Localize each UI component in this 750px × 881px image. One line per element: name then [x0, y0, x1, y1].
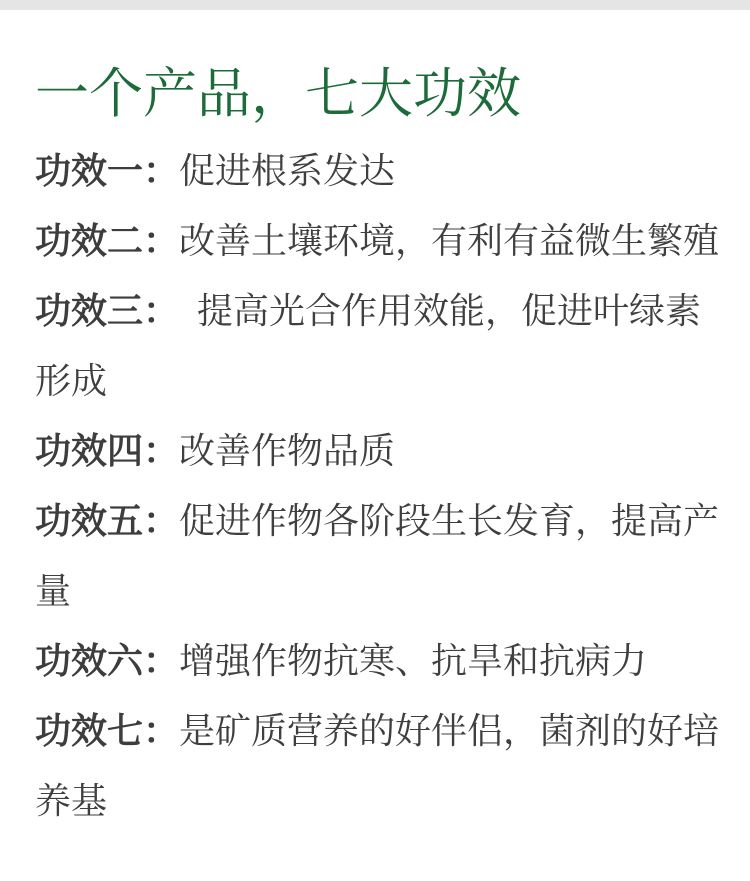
effect-item-2 — [35, 206, 735, 276]
effect-text: 促进作物各阶段生长发育，提高产量 — [35, 500, 720, 611]
effect-item-3 — [35, 276, 735, 416]
effect-text: 增强作物抗寒、抗旱和抗病力 — [179, 640, 648, 681]
effect-text: 促进根系发达 — [179, 150, 396, 191]
effect-text: 提高光合作用效能，促进叶绿素形成 — [35, 290, 702, 401]
effect-text: 改善作物品质 — [179, 430, 396, 471]
effect-text: 改善土壤环境，有利有益微生繁殖 — [179, 220, 720, 261]
top-divider-bar — [0, 0, 750, 10]
effect-item-4 — [35, 416, 735, 486]
effect-label: 功效四： — [35, 430, 180, 471]
effect-item-7 — [35, 696, 735, 836]
effect-label: 功效一： — [35, 150, 180, 191]
page-title: 一个产品，七大功效 — [35, 64, 521, 124]
effect-label: 功效六： — [35, 640, 180, 681]
effect-text: 是矿质营养的好伴侣，菌剂的好培养基 — [35, 710, 720, 821]
effect-item-1 — [35, 136, 735, 206]
product-description-section — [0, 10, 750, 836]
effect-label: 功效三： — [35, 290, 162, 331]
effect-label: 功效七： — [35, 710, 180, 751]
effect-label: 功效二： — [35, 220, 180, 261]
effect-item-5 — [35, 486, 735, 626]
effect-item-6 — [35, 626, 735, 696]
effect-label: 功效五： — [35, 500, 180, 541]
